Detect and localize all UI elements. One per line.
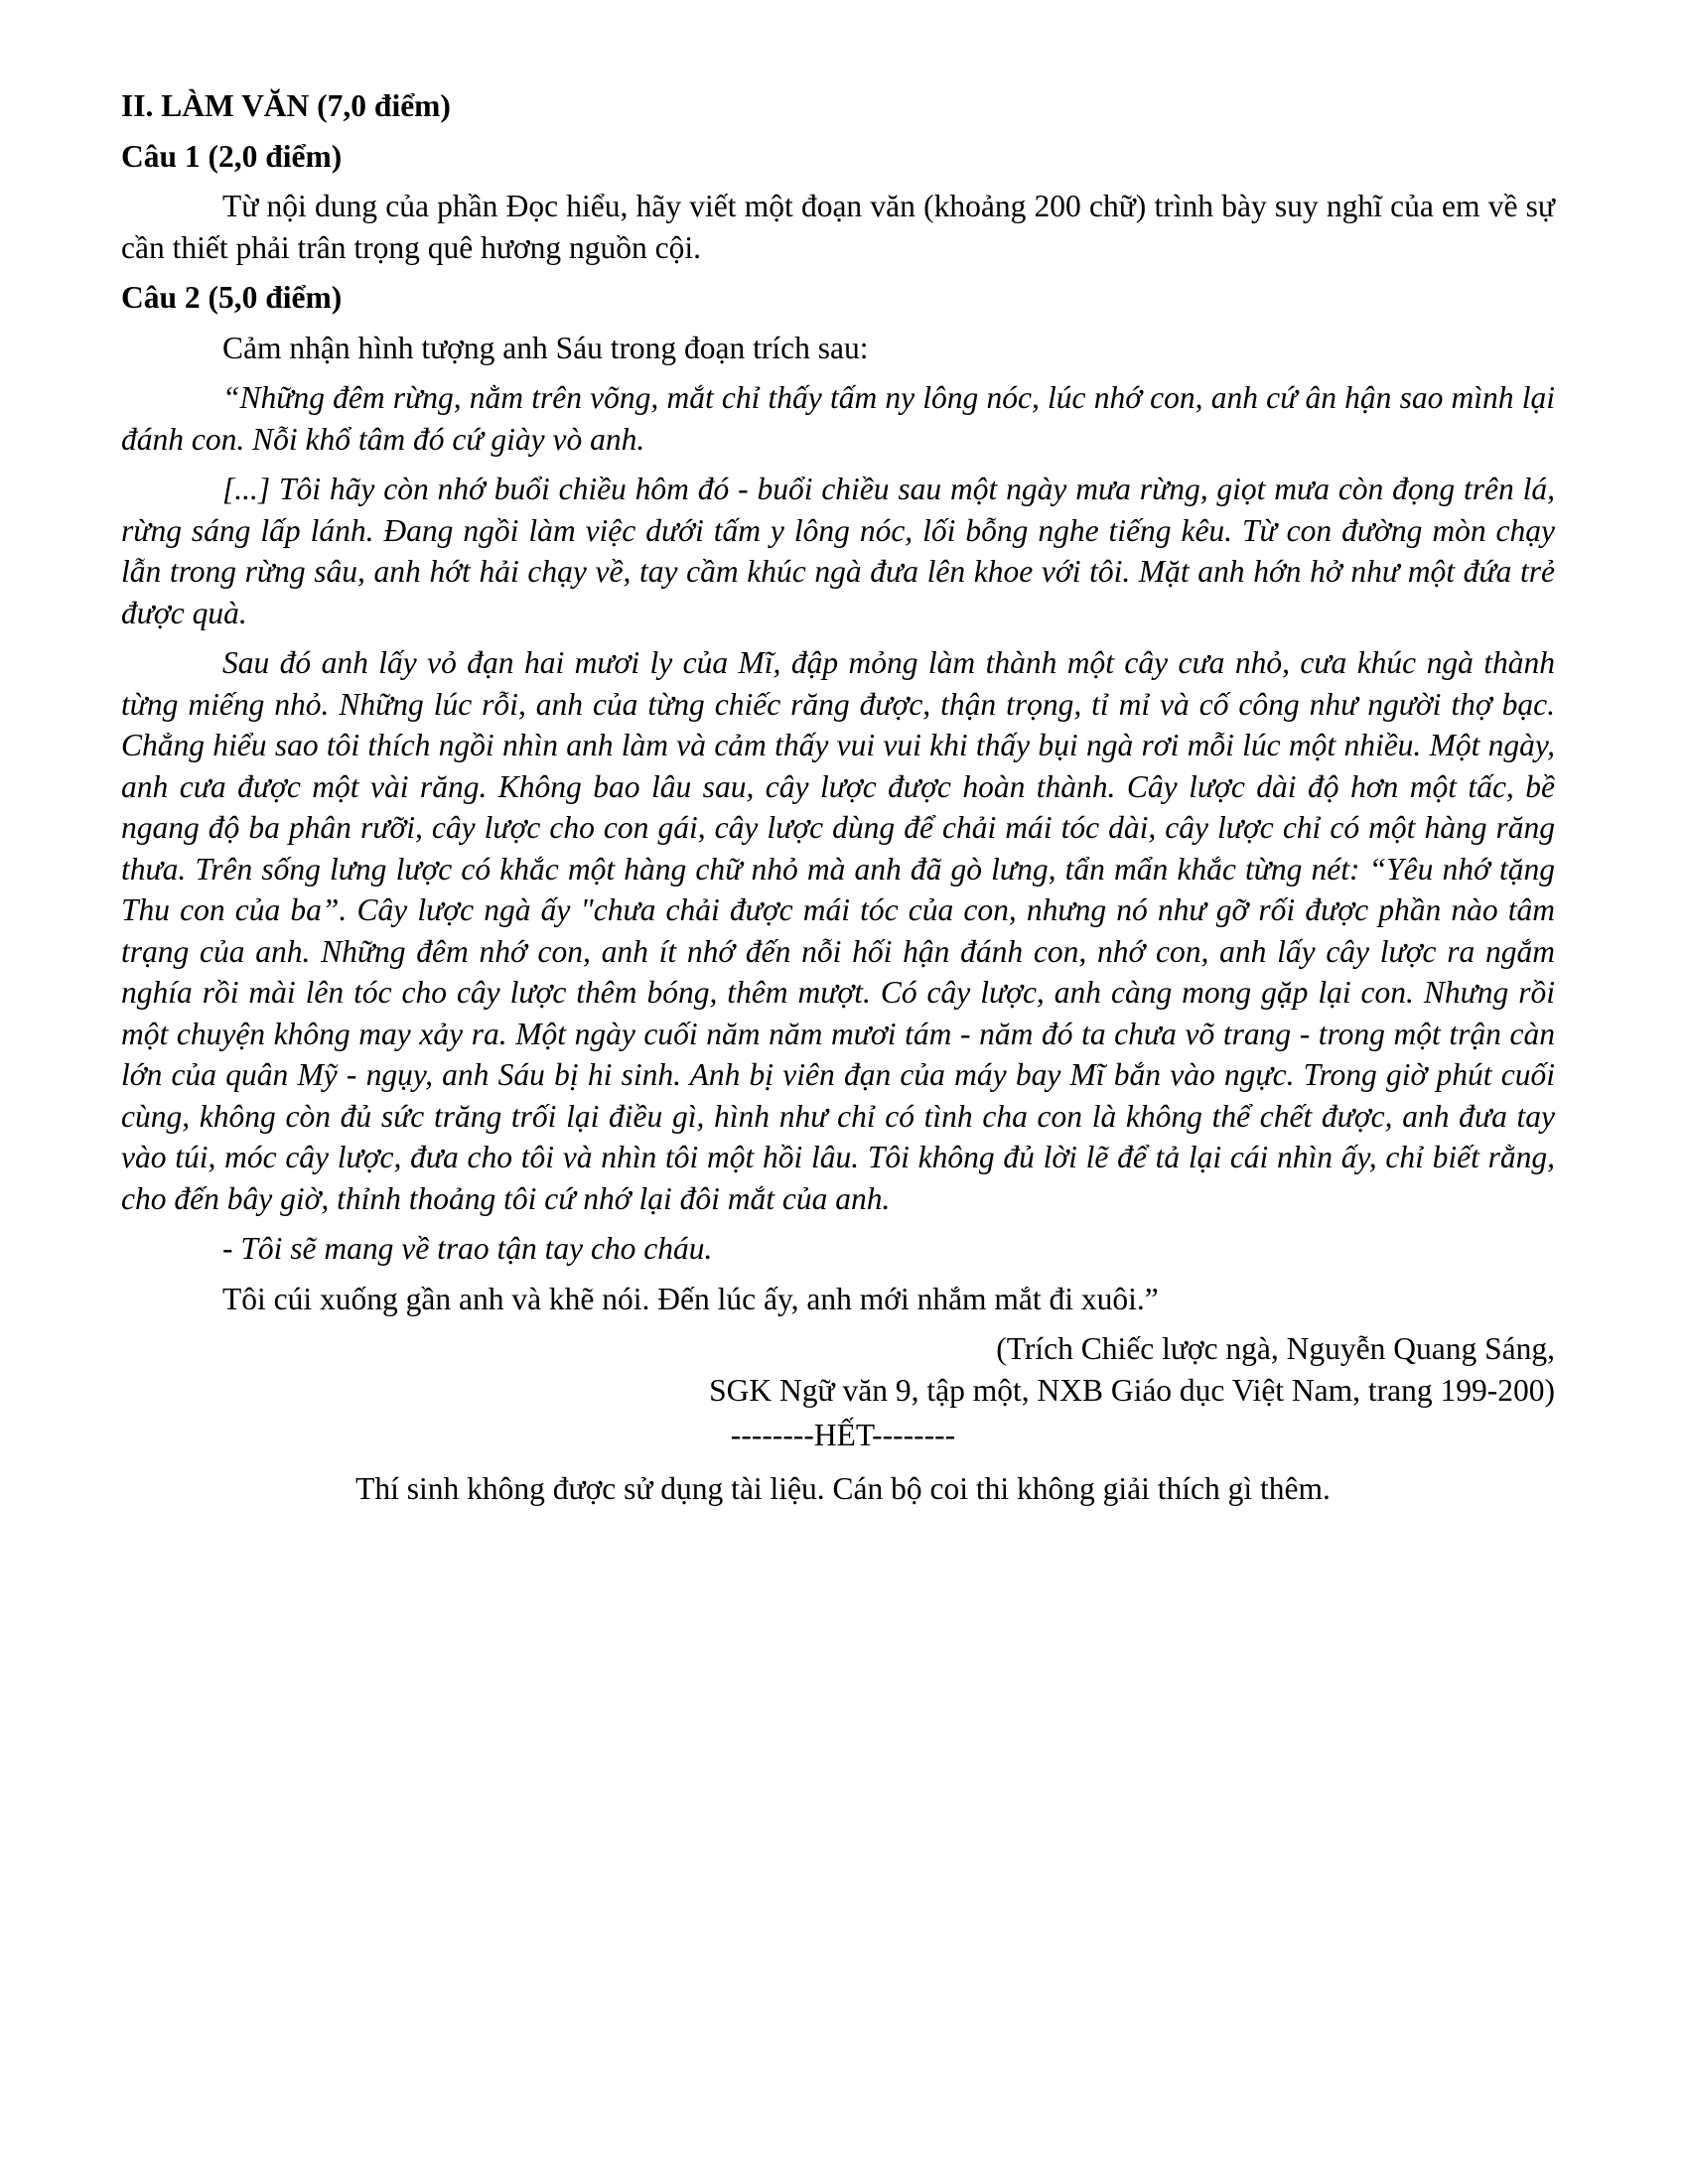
question-1-text: Từ nội dung của phần Đọc hiểu, hãy viết một đoạn văn (khoảng 200 chữ) trình bày suy nghĩ của em về sự cần thiết phải trân trọng quê hương nguồn cội. <box>121 189 1555 265</box>
source-line-1: (Trích Chiếc lược ngà, Nguyễn Quang Sáng, <box>996 1331 1555 1366</box>
end-mark: --------HẾT-------- <box>730 1418 956 1452</box>
question-1-title: Câu 1 (2,0 điểm) <box>121 138 343 174</box>
excerpt-paragraph-3: Sau đó anh lấy vỏ đạn hai mươi ly của Mĩ, đập mỏng làm thành một cây cưa nhỏ, cưa khúc ngà thành từng miếng nhỏ. Những lúc rỗi, anh của từng chiếc răng được, thận trọng, tỉ mỉ và cố công như người thợ bạc. Chẳng hiểu sao tôi thích ngồi nhìn anh làm và cảm thấy vui vui khi thấy bụi ngà rơi mỗi lúc một nhiều. Một ngày, anh cưa được một vài răng. Không bao lâu sau, cây lược được hoàn thành. Cây lược dài độ hơn một tấc, bề ngang độ ba phân rưỡi, cây lược cho con gái, cây lược dùng để chải mái tóc dài, cây lược chỉ có một hàng răng thưa. Trên sống lưng lược có khắc một hàng chữ nhỏ mà anh đã gò lưng, tẩn mẩn khắc từng nét: “Yêu nhớ tặng Thu con của ba”. Cây lược ngà ấy "chưa chải được mái tóc của con, nhưng nó như gỡ rối được phần nào tâm trạng của anh. Những đêm nhớ con, anh ít nhớ đến nỗi hối hận đánh con, nhớ con, anh lấy cây lược ra ngắm nghía rồi mài lên tóc cho cây lược thêm bóng, thêm mượt. Có cây lược, anh càng mong gặp lại con. Nhưng rồi một chuyện không may xảy ra. Một ngày cuối năm năm mươi tám - năm đó ta chưa võ trang - trong một trận càn lớn của quân Mỹ - ngụy, anh Sáu bị hi sinh. Anh bị viên đạn của máy bay Mĩ bắn vào ngực. Trong giờ phút cuối cùng, không còn đủ sức trăng trối lại điều gì, hình như chỉ có tình cha con là không thể chết được, anh đưa tay vào túi, móc cây lược, đưa cho tôi và nhìn tôi một hồi lâu. Tôi không đủ lời lẽ để tả lại cái nhìn ấy, chỉ biết rằng, cho đến bây giờ, thỉnh thoảng tôi cứ nhớ lại đôi mắt của anh. <box>121 645 1555 1216</box>
source-line-2: SGK Ngữ văn 9, tập một, NXB Giáo dục Việt Nam, trang 199-200) <box>709 1372 1555 1408</box>
question-2-title: Câu 2 (5,0 điểm) <box>121 280 343 315</box>
excerpt-paragraph-1: “Những đêm rừng, nằm trên võng, mắt chỉ thấy tấm ny lông nóc, lúc nhớ con, anh cứ ân hận sao mình lại đánh con. Nỗi khổ tâm đó cứ giày vò anh. <box>121 380 1555 457</box>
excerpt-dialogue: - Tôi sẽ mang về trao tận tay cho cháu. <box>222 1231 713 1266</box>
excerpt-paragraph-2: [...] Tôi hãy còn nhớ buổi chiều hôm đó - buổi chiều sau một ngày mưa rừng, giọt mưa còn đọng trên lá, rừng sáng lấp lánh. Đang ngồi làm việc dưới tấm y lông nóc, lối bỗng nghe tiếng kêu. Từ con đường mòn chạy lẫn trong rừng sâu, anh hớt hải chạy về, tay cầm khúc ngà đưa lên khoe với tôi. Mặt anh hớn hở như một đứa trẻ được quà. <box>121 472 1555 630</box>
section-title: II. LÀM VĂN (7,0 điểm) <box>121 88 451 123</box>
question-2-prompt: Cảm nhận hình tượng anh Sáu trong đoạn trích sau: <box>222 330 869 365</box>
excerpt-source <box>121 1328 1555 1411</box>
footer-note: Thí sinh không được sử dụng tài liệu. Cán bộ coi thi không giải thích gì thêm. <box>355 1470 1331 1506</box>
excerpt-closing: Tôi cúi xuống gần anh và khẽ nói. Đến lúc ấy, anh mới nhắm mắt đi xuôi.” <box>222 1281 1159 1316</box>
